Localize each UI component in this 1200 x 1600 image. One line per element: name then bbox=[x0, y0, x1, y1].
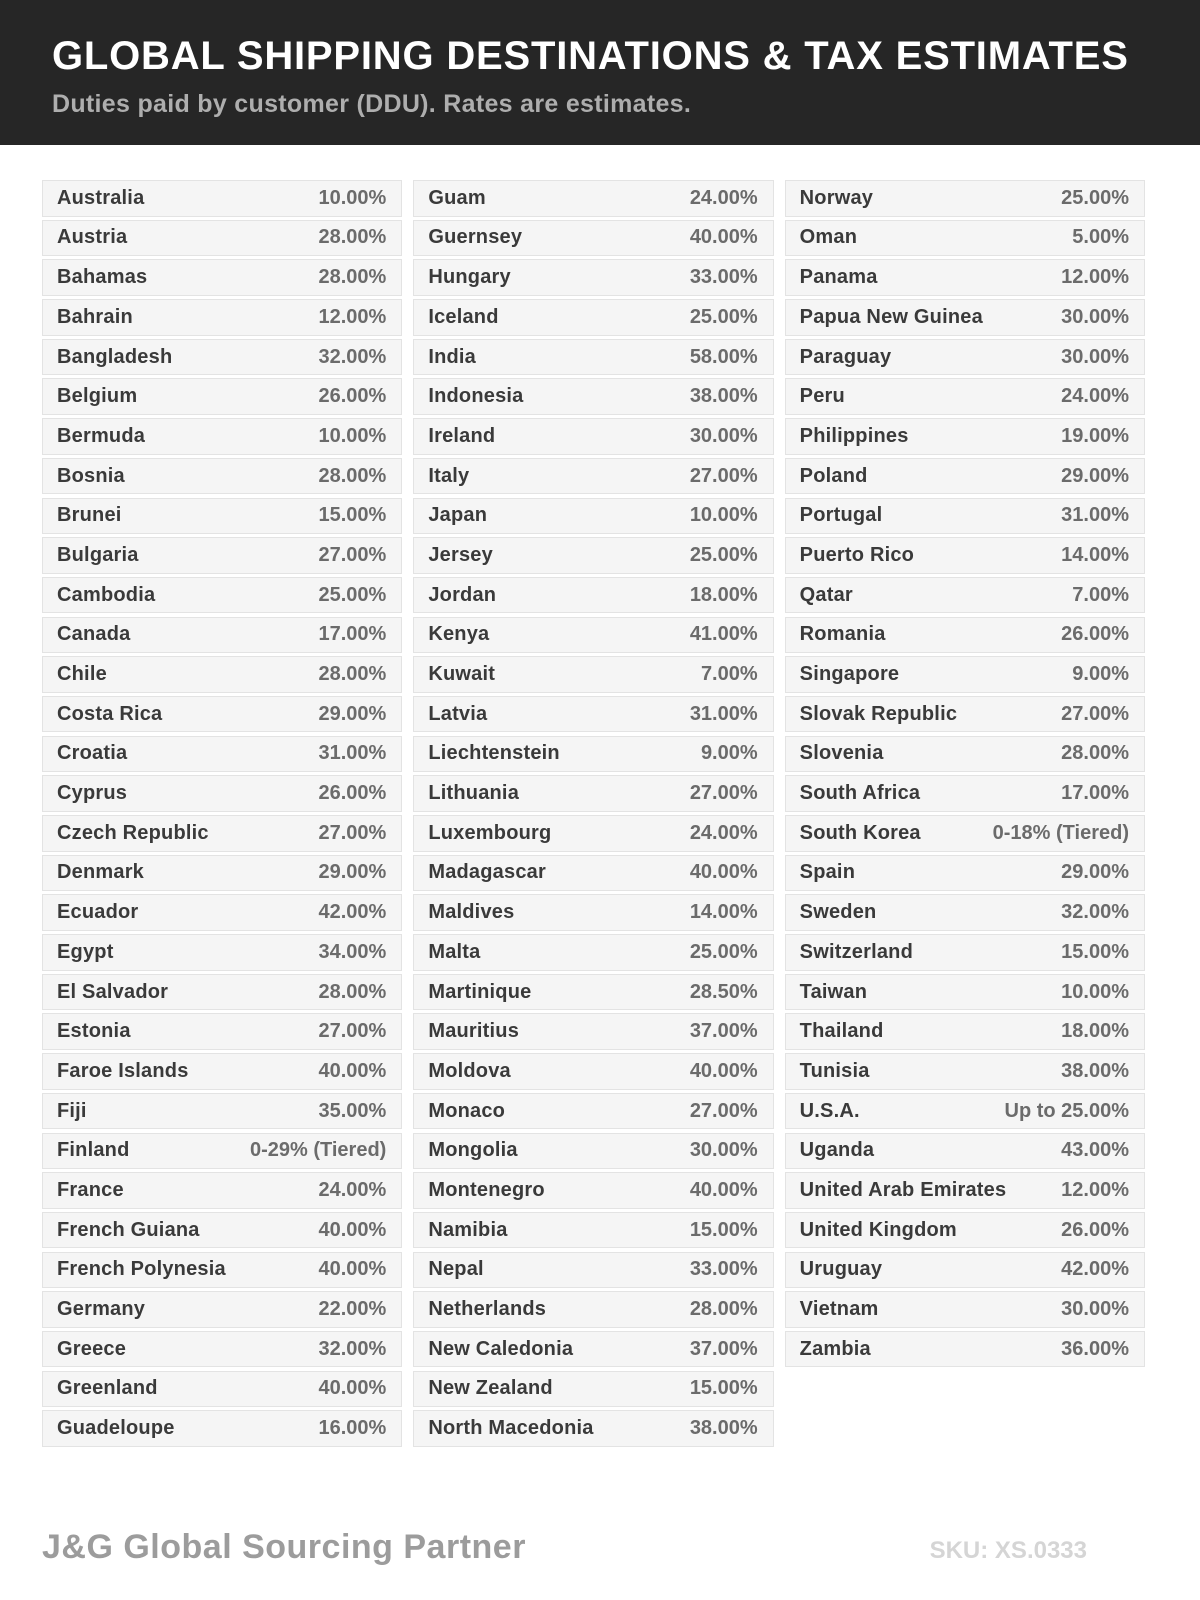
table-row bbox=[785, 418, 1145, 455]
rate-value: 17.00% bbox=[1061, 782, 1129, 805]
rate-value: 40.00% bbox=[689, 1178, 758, 1201]
country-label: Monaco bbox=[428, 1099, 506, 1122]
table-row bbox=[413, 894, 773, 931]
country-label: El Salvador bbox=[57, 980, 169, 1003]
country-label: Guernsey bbox=[428, 226, 523, 249]
rate-value: 29.00% bbox=[1061, 861, 1129, 884]
rate-value: 30.00% bbox=[1061, 1298, 1129, 1320]
rate-value: 27.00% bbox=[689, 1099, 758, 1122]
rate-value: 25.00% bbox=[1061, 186, 1129, 209]
table-row bbox=[785, 1331, 1145, 1368]
rate-value: 32.00% bbox=[1061, 901, 1129, 924]
country-label: Oman bbox=[799, 226, 858, 249]
country-label: Japan bbox=[428, 504, 488, 527]
rate-value: 28.00% bbox=[689, 1298, 758, 1320]
country-label: Portugal bbox=[799, 504, 883, 527]
rate-value: 42.00% bbox=[318, 901, 387, 924]
country-label: Germany bbox=[57, 1298, 146, 1320]
table-row bbox=[785, 259, 1145, 296]
country-label: Kenya bbox=[428, 623, 490, 646]
rate-value: 36.00% bbox=[1061, 1337, 1129, 1360]
table-row bbox=[42, 815, 402, 852]
rate-value: 27.00% bbox=[689, 464, 758, 487]
country-label: Malta bbox=[428, 940, 481, 963]
country-label: Bermuda bbox=[57, 424, 146, 447]
table-row bbox=[785, 299, 1145, 336]
rate-value: 15.00% bbox=[689, 1377, 758, 1400]
table-row bbox=[413, 299, 773, 336]
table-row bbox=[413, 220, 773, 257]
table-row bbox=[785, 1013, 1145, 1050]
table-row bbox=[413, 1093, 773, 1130]
table-row bbox=[785, 656, 1145, 693]
rate-value: 27.00% bbox=[1061, 702, 1129, 725]
rate-value: 40.00% bbox=[689, 226, 758, 249]
country-label: Taiwan bbox=[799, 980, 868, 1003]
country-label: Iceland bbox=[428, 305, 499, 328]
rate-value: 27.00% bbox=[318, 543, 387, 566]
country-label: Zambia bbox=[799, 1337, 871, 1360]
country-label: Indonesia bbox=[428, 385, 524, 408]
country-label: Guam bbox=[428, 186, 486, 209]
country-label: Finland bbox=[57, 1139, 130, 1162]
table-row bbox=[785, 378, 1145, 415]
table-row bbox=[785, 220, 1145, 257]
table-row bbox=[785, 855, 1145, 892]
rate-value: 26.00% bbox=[318, 782, 387, 805]
table-row bbox=[413, 418, 773, 455]
table-row bbox=[42, 259, 402, 296]
country-label: Belgium bbox=[57, 385, 138, 408]
rate-value: 25.00% bbox=[689, 940, 758, 963]
table-row bbox=[413, 775, 773, 812]
rate-value: 18.00% bbox=[689, 583, 758, 606]
country-label: Madagascar bbox=[428, 861, 546, 884]
rate-value: 31.00% bbox=[689, 702, 758, 725]
country-label: Ireland bbox=[428, 424, 496, 447]
table-row bbox=[785, 1212, 1145, 1249]
table-row bbox=[42, 1093, 402, 1130]
country-label: Spain bbox=[799, 861, 856, 884]
table-row bbox=[413, 1133, 773, 1170]
table-row bbox=[42, 498, 402, 535]
table-row bbox=[785, 1093, 1145, 1130]
table-row bbox=[42, 1371, 402, 1408]
rate-value: 9.00% bbox=[1072, 663, 1129, 685]
country-label: Italy bbox=[428, 464, 470, 487]
country-label: Chile bbox=[57, 663, 107, 685]
country-label: Luxembourg bbox=[428, 821, 552, 844]
country-label: Fiji bbox=[57, 1099, 87, 1122]
table-row bbox=[785, 894, 1145, 931]
table-row bbox=[413, 1371, 773, 1408]
rate-value: 28.00% bbox=[318, 464, 387, 487]
country-label: Sweden bbox=[799, 901, 877, 924]
country-label: Denmark bbox=[57, 861, 144, 884]
table-row bbox=[413, 1053, 773, 1090]
header-banner bbox=[0, 0, 1200, 145]
rate-value: 37.00% bbox=[689, 1337, 758, 1360]
table-row bbox=[42, 458, 402, 495]
country-label: U.S.A. bbox=[799, 1099, 860, 1122]
table-row bbox=[413, 339, 773, 376]
country-label: Moldova bbox=[428, 1059, 511, 1082]
rate-value: 10.00% bbox=[318, 424, 387, 447]
country-label: Kuwait bbox=[428, 663, 496, 685]
country-label: Switzerland bbox=[799, 940, 913, 963]
rate-value: 34.00% bbox=[318, 940, 387, 963]
rate-value: 27.00% bbox=[318, 821, 387, 844]
rates-column-1 bbox=[42, 180, 402, 1447]
table-row bbox=[42, 894, 402, 931]
table-row bbox=[413, 1331, 773, 1368]
rate-value: 40.00% bbox=[318, 1377, 387, 1400]
rate-value: 26.00% bbox=[318, 385, 387, 408]
country-label: Uganda bbox=[799, 1139, 875, 1162]
rate-value: 10.00% bbox=[318, 186, 387, 209]
rate-value: 40.00% bbox=[318, 1059, 387, 1082]
country-label: Puerto Rico bbox=[799, 543, 915, 566]
country-label: Martinique bbox=[428, 980, 532, 1003]
table-row bbox=[413, 577, 773, 614]
rate-value: 25.00% bbox=[318, 583, 387, 606]
country-label: Norway bbox=[799, 186, 874, 209]
rate-value: 14.00% bbox=[1061, 543, 1129, 566]
country-label: Czech Republic bbox=[57, 821, 209, 844]
rate-value: 33.00% bbox=[689, 1258, 758, 1281]
rate-value: 27.00% bbox=[318, 1020, 387, 1043]
rate-value: 7.00% bbox=[700, 663, 758, 685]
table-row bbox=[42, 1053, 402, 1090]
table-row bbox=[42, 656, 402, 693]
table-row bbox=[785, 1252, 1145, 1289]
table-row bbox=[413, 259, 773, 296]
table-row bbox=[413, 180, 773, 217]
rate-value: 38.00% bbox=[689, 1417, 758, 1440]
rates-column-3 bbox=[785, 180, 1145, 1447]
rates-table bbox=[42, 180, 1145, 1447]
country-label: Latvia bbox=[428, 702, 488, 725]
country-label: Vietnam bbox=[799, 1298, 879, 1320]
table-row bbox=[785, 1172, 1145, 1209]
rate-value: 18.00% bbox=[1061, 1020, 1129, 1043]
table-row bbox=[413, 934, 773, 971]
country-label: Canada bbox=[57, 623, 131, 646]
country-label: Montenegro bbox=[428, 1178, 545, 1201]
country-label: Brunei bbox=[57, 504, 122, 527]
country-label: Liechtenstein bbox=[428, 742, 560, 765]
rate-value: 5.00% bbox=[1072, 226, 1129, 249]
rate-value: 25.00% bbox=[689, 543, 758, 566]
table-row bbox=[42, 1013, 402, 1050]
rate-value: 15.00% bbox=[318, 504, 387, 527]
table-row bbox=[42, 220, 402, 257]
table-row bbox=[42, 180, 402, 217]
table-row bbox=[785, 577, 1145, 614]
country-label: Jersey bbox=[428, 543, 493, 566]
country-label: Jordan bbox=[428, 583, 497, 606]
rate-value: 14.00% bbox=[689, 901, 758, 924]
rate-value: 12.00% bbox=[1061, 1178, 1129, 1201]
country-label: United Kingdom bbox=[799, 1218, 957, 1241]
table-row bbox=[42, 418, 402, 455]
country-label: Bahrain bbox=[57, 305, 133, 328]
country-label: Faroe Islands bbox=[57, 1059, 189, 1082]
country-label: Papua New Guinea bbox=[799, 305, 983, 328]
country-label: Lithuania bbox=[428, 782, 520, 805]
table-row bbox=[785, 974, 1145, 1011]
table-row bbox=[42, 617, 402, 654]
rate-value: 27.00% bbox=[689, 782, 758, 805]
rate-value: 19.00% bbox=[1061, 424, 1129, 447]
country-label: Philippines bbox=[799, 424, 909, 447]
rate-value: Up to 25.00% bbox=[1004, 1099, 1129, 1122]
table-row bbox=[785, 1133, 1145, 1170]
rate-value: 28.00% bbox=[318, 980, 387, 1003]
country-label: Hungary bbox=[428, 266, 511, 289]
rate-value: 33.00% bbox=[689, 266, 758, 289]
rate-value: 0-29% (Tiered) bbox=[249, 1139, 387, 1162]
table-row bbox=[42, 1133, 402, 1170]
page-title: GLOBAL SHIPPING DESTINATIONS & TAX ESTIMATES bbox=[52, 34, 1129, 78]
table-row bbox=[42, 974, 402, 1011]
table-row bbox=[785, 498, 1145, 535]
table-row bbox=[785, 696, 1145, 733]
rate-value: 30.00% bbox=[1061, 305, 1129, 328]
country-label: Panama bbox=[799, 266, 878, 289]
country-label: Namibia bbox=[428, 1218, 508, 1241]
country-label: Egypt bbox=[57, 940, 114, 963]
country-label: Greenland bbox=[57, 1377, 158, 1400]
country-label: Nepal bbox=[428, 1258, 484, 1281]
rate-value: 58.00% bbox=[689, 345, 758, 368]
table-row bbox=[785, 1291, 1145, 1328]
rate-value: 24.00% bbox=[689, 186, 758, 209]
table-row bbox=[413, 1212, 773, 1249]
country-label: Romania bbox=[799, 623, 886, 646]
table-row bbox=[785, 537, 1145, 574]
table-row bbox=[413, 1172, 773, 1209]
country-label: South Korea bbox=[799, 821, 921, 844]
table-row bbox=[42, 934, 402, 971]
table-row bbox=[785, 815, 1145, 852]
table-row bbox=[785, 934, 1145, 971]
table-row bbox=[42, 1331, 402, 1368]
country-label: France bbox=[57, 1178, 124, 1201]
rate-value: 30.00% bbox=[689, 1139, 758, 1162]
table-row bbox=[42, 1212, 402, 1249]
brand-name: J&G Global Sourcing Partner bbox=[42, 1528, 526, 1566]
rate-value: 9.00% bbox=[700, 742, 758, 765]
rate-value: 29.00% bbox=[318, 861, 387, 884]
table-row bbox=[42, 537, 402, 574]
table-row bbox=[785, 180, 1145, 217]
country-label: Maldives bbox=[428, 901, 515, 924]
rate-value: 29.00% bbox=[1061, 464, 1129, 487]
table-row bbox=[413, 1410, 773, 1447]
rate-value: 30.00% bbox=[1061, 345, 1129, 368]
table-row bbox=[413, 1252, 773, 1289]
table-row bbox=[42, 577, 402, 614]
country-label: Thailand bbox=[799, 1020, 884, 1043]
table-row bbox=[413, 974, 773, 1011]
country-label: Poland bbox=[799, 464, 868, 487]
country-label: Slovak Republic bbox=[799, 702, 958, 725]
table-row bbox=[413, 458, 773, 495]
rate-value: 16.00% bbox=[318, 1417, 387, 1440]
rate-value: 40.00% bbox=[318, 1258, 387, 1281]
table-row bbox=[785, 775, 1145, 812]
rate-value: 0-18% (Tiered) bbox=[992, 821, 1129, 844]
country-label: Austria bbox=[57, 226, 128, 249]
rate-value: 31.00% bbox=[318, 742, 387, 765]
rate-value: 10.00% bbox=[1061, 980, 1129, 1003]
sku-label: SKU: XS.0333 bbox=[929, 1537, 1087, 1564]
rate-value: 40.00% bbox=[689, 861, 758, 884]
country-label: Australia bbox=[57, 186, 145, 209]
rate-value: 26.00% bbox=[1061, 1218, 1129, 1241]
table-row bbox=[42, 855, 402, 892]
table-row bbox=[42, 775, 402, 812]
table-row bbox=[413, 1291, 773, 1328]
table-row bbox=[42, 1410, 402, 1447]
rate-value: 31.00% bbox=[1061, 504, 1129, 527]
rate-value: 28.00% bbox=[318, 663, 387, 685]
table-row bbox=[785, 339, 1145, 376]
rate-value: 24.00% bbox=[318, 1178, 387, 1201]
table-row bbox=[413, 815, 773, 852]
rate-value: 28.00% bbox=[318, 226, 387, 249]
country-label: Greece bbox=[57, 1337, 127, 1360]
table-row bbox=[413, 498, 773, 535]
rate-value: 29.00% bbox=[318, 702, 387, 725]
rate-value: 32.00% bbox=[318, 345, 387, 368]
rate-value: 15.00% bbox=[1061, 940, 1129, 963]
country-label: New Zealand bbox=[428, 1377, 553, 1400]
rate-value: 28.00% bbox=[1061, 742, 1129, 765]
country-label: Slovenia bbox=[799, 742, 884, 765]
table-row bbox=[42, 1172, 402, 1209]
country-label: Croatia bbox=[57, 742, 128, 765]
country-label: French Guiana bbox=[57, 1218, 200, 1241]
country-label: India bbox=[428, 345, 476, 368]
rate-value: 26.00% bbox=[1061, 623, 1129, 646]
country-label: Uruguay bbox=[799, 1258, 883, 1281]
rate-value: 30.00% bbox=[689, 424, 758, 447]
country-label: United Arab Emirates bbox=[799, 1178, 1007, 1201]
table-row bbox=[413, 378, 773, 415]
country-label: Paraguay bbox=[799, 345, 892, 368]
rate-value: 38.00% bbox=[689, 385, 758, 408]
rate-value: 37.00% bbox=[689, 1020, 758, 1043]
table-row bbox=[413, 736, 773, 773]
country-label: Cambodia bbox=[57, 583, 156, 606]
country-label: Ecuador bbox=[57, 901, 139, 924]
table-row bbox=[42, 1291, 402, 1328]
rate-value: 40.00% bbox=[689, 1059, 758, 1082]
rate-value: 40.00% bbox=[318, 1218, 387, 1241]
rate-value: 7.00% bbox=[1072, 583, 1129, 606]
rate-value: 35.00% bbox=[318, 1099, 387, 1122]
country-label: South Africa bbox=[799, 782, 921, 805]
table-row bbox=[413, 1013, 773, 1050]
rate-value: 12.00% bbox=[1061, 266, 1129, 289]
rate-value: 28.00% bbox=[318, 266, 387, 289]
country-label: Estonia bbox=[57, 1020, 131, 1043]
rate-value: 41.00% bbox=[689, 623, 758, 646]
rate-value: 24.00% bbox=[689, 821, 758, 844]
country-label: Tunisia bbox=[799, 1059, 870, 1082]
country-label: North Macedonia bbox=[428, 1417, 594, 1440]
country-label: Cyprus bbox=[57, 782, 128, 805]
table-row bbox=[785, 458, 1145, 495]
table-row bbox=[42, 299, 402, 336]
country-label: Guadeloupe bbox=[57, 1417, 175, 1440]
table-row bbox=[413, 537, 773, 574]
country-label: Bangladesh bbox=[57, 345, 173, 368]
table-row bbox=[785, 1053, 1145, 1090]
country-label: Bulgaria bbox=[57, 543, 139, 566]
country-label: Bosnia bbox=[57, 464, 125, 487]
rate-value: 32.00% bbox=[318, 1337, 387, 1360]
table-row bbox=[42, 339, 402, 376]
country-label: New Caledonia bbox=[428, 1337, 574, 1360]
country-label: Mauritius bbox=[428, 1020, 520, 1043]
table-row bbox=[413, 617, 773, 654]
country-label: Peru bbox=[799, 385, 845, 408]
country-label: Costa Rica bbox=[57, 702, 163, 725]
rate-value: 10.00% bbox=[689, 504, 758, 527]
rate-value: 12.00% bbox=[318, 305, 387, 328]
rate-value: 25.00% bbox=[689, 305, 758, 328]
rate-value: 43.00% bbox=[1061, 1139, 1129, 1162]
table-row bbox=[42, 736, 402, 773]
table-row bbox=[785, 617, 1145, 654]
page-subtitle: Duties paid by customer (DDU). Rates are estimates. bbox=[52, 90, 692, 118]
rate-value: 17.00% bbox=[318, 623, 387, 646]
table-row bbox=[413, 855, 773, 892]
rate-value: 24.00% bbox=[1061, 385, 1129, 408]
table-row bbox=[42, 378, 402, 415]
table-row bbox=[413, 656, 773, 693]
country-label: Netherlands bbox=[428, 1298, 547, 1320]
country-label: Bahamas bbox=[57, 266, 148, 289]
table-row bbox=[785, 736, 1145, 773]
table-row bbox=[42, 696, 402, 733]
country-label: Mongolia bbox=[428, 1139, 518, 1162]
rate-value: 22.00% bbox=[318, 1298, 387, 1320]
country-label: Qatar bbox=[799, 583, 853, 606]
rate-value: 15.00% bbox=[689, 1218, 758, 1241]
country-label: French Polynesia bbox=[57, 1258, 226, 1281]
rate-value: 28.50% bbox=[689, 980, 758, 1003]
rates-column-2 bbox=[413, 180, 773, 1447]
country-label: Singapore bbox=[799, 663, 900, 685]
rate-value: 42.00% bbox=[1061, 1258, 1129, 1281]
table-row bbox=[413, 696, 773, 733]
rate-value: 38.00% bbox=[1061, 1059, 1129, 1082]
table-row bbox=[42, 1252, 402, 1289]
